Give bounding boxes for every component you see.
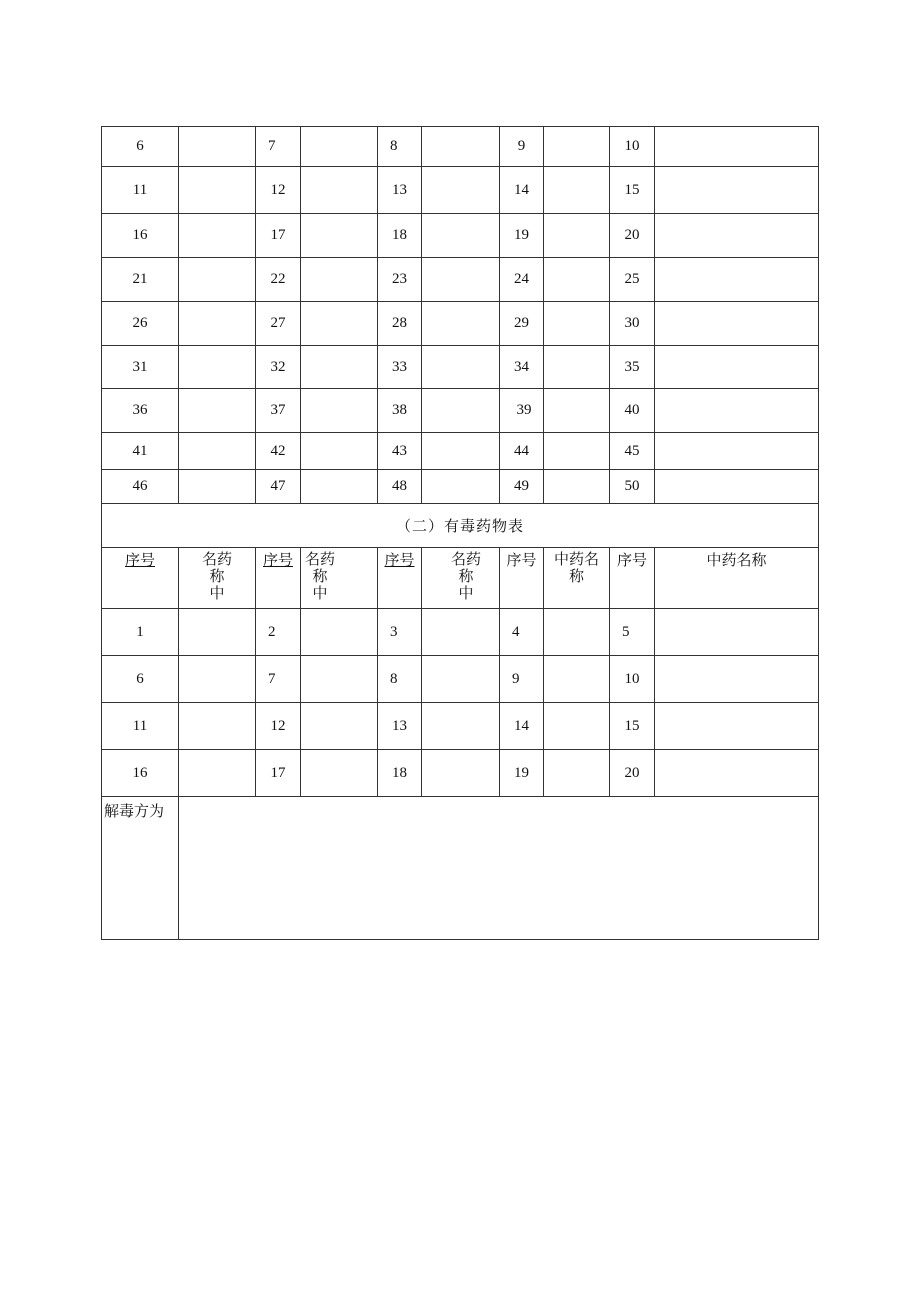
seq-cell: 7 bbox=[256, 127, 301, 167]
seq-cell: 43 bbox=[378, 433, 422, 470]
name-cell[interactable] bbox=[179, 127, 256, 167]
name-cell[interactable] bbox=[544, 703, 610, 750]
section-title-row bbox=[102, 504, 819, 548]
name-cell[interactable] bbox=[655, 389, 819, 433]
seq-cell: 15 bbox=[610, 703, 655, 750]
name-header-line2: 称 bbox=[209, 567, 225, 585]
seq-cell: 39 bbox=[500, 389, 544, 433]
table-row bbox=[102, 258, 819, 302]
name-header-line2: 称 bbox=[568, 567, 584, 585]
name-cell[interactable] bbox=[422, 127, 500, 167]
seq-cell: 32 bbox=[256, 346, 301, 389]
name-cell[interactable] bbox=[301, 302, 378, 346]
seq-cell: 30 bbox=[610, 302, 655, 346]
name-cell[interactable] bbox=[422, 346, 500, 389]
seq-header bbox=[256, 548, 301, 609]
name-cell[interactable] bbox=[179, 167, 256, 214]
name-header-line3: 中 bbox=[458, 584, 474, 602]
seq-cell: 11 bbox=[102, 167, 179, 214]
name-cell[interactable] bbox=[655, 703, 819, 750]
seq-header bbox=[500, 548, 544, 609]
name-cell[interactable] bbox=[544, 346, 610, 389]
name-cell[interactable] bbox=[655, 470, 819, 504]
name-header-line1: 名药 bbox=[305, 550, 336, 568]
name-cell[interactable] bbox=[655, 167, 819, 214]
seq-cell: 29 bbox=[500, 302, 544, 346]
seq-cell: 10 bbox=[610, 127, 655, 167]
seq-cell: 8 bbox=[378, 656, 422, 703]
seq-cell: 16 bbox=[102, 750, 179, 797]
seq-cell: 38 bbox=[378, 389, 422, 433]
table-row bbox=[102, 302, 819, 346]
seq-cell: 17 bbox=[256, 214, 301, 258]
name-cell[interactable] bbox=[179, 214, 256, 258]
name-cell[interactable] bbox=[179, 258, 256, 302]
seq-cell: 9 bbox=[500, 127, 544, 167]
table-row bbox=[102, 127, 819, 167]
name-cell[interactable] bbox=[301, 703, 378, 750]
seq-cell: 13 bbox=[378, 703, 422, 750]
name-cell[interactable] bbox=[655, 258, 819, 302]
name-cell[interactable] bbox=[655, 346, 819, 389]
seq-cell: 37 bbox=[256, 389, 301, 433]
seq-cell: 44 bbox=[500, 433, 544, 470]
seq-cell: 6 bbox=[102, 127, 179, 167]
table-row bbox=[102, 389, 819, 433]
table-row bbox=[102, 609, 819, 656]
name-cell[interactable] bbox=[179, 609, 256, 656]
seq-cell: 20 bbox=[610, 750, 655, 797]
name-cell[interactable] bbox=[301, 656, 378, 703]
name-cell[interactable] bbox=[544, 389, 610, 433]
name-cell[interactable] bbox=[301, 750, 378, 797]
seq-cell: 24 bbox=[500, 258, 544, 302]
seq-cell: 28 bbox=[378, 302, 422, 346]
seq-cell: 6 bbox=[102, 656, 179, 703]
seq-cell: 20 bbox=[610, 214, 655, 258]
name-cell[interactable] bbox=[422, 302, 500, 346]
seq-cell: 36 bbox=[102, 389, 179, 433]
header-row bbox=[102, 548, 819, 609]
seq-header bbox=[102, 548, 179, 609]
seq-cell: 7 bbox=[256, 656, 301, 703]
name-cell[interactable] bbox=[422, 167, 500, 214]
name-cell[interactable] bbox=[544, 258, 610, 302]
table-row bbox=[102, 214, 819, 258]
seq-cell: 19 bbox=[500, 214, 544, 258]
name-cell[interactable] bbox=[544, 433, 610, 470]
name-cell[interactable] bbox=[422, 750, 500, 797]
name-cell[interactable] bbox=[422, 703, 500, 750]
seq-cell: 49 bbox=[500, 470, 544, 504]
seq-cell: 13 bbox=[378, 167, 422, 214]
seq-cell: 5 bbox=[610, 609, 655, 656]
section-title: （二）有毒药物表 bbox=[102, 504, 819, 548]
seq-cell: 46 bbox=[102, 470, 179, 504]
name-header-line1: 中药名 bbox=[553, 550, 599, 568]
name-cell[interactable] bbox=[544, 302, 610, 346]
name-cell[interactable] bbox=[179, 656, 256, 703]
drug-table bbox=[101, 126, 819, 940]
table-row bbox=[102, 433, 819, 470]
name-cell[interactable] bbox=[655, 127, 819, 167]
name-header bbox=[301, 548, 378, 609]
name-cell[interactable] bbox=[655, 214, 819, 258]
name-cell[interactable] bbox=[179, 470, 256, 504]
table-row bbox=[102, 656, 819, 703]
name-header-line2: 称 bbox=[312, 567, 328, 585]
name-cell[interactable] bbox=[655, 656, 819, 703]
seq-cell: 19 bbox=[500, 750, 544, 797]
name-cell[interactable] bbox=[422, 214, 500, 258]
seq-cell: 34 bbox=[500, 346, 544, 389]
name-cell[interactable] bbox=[544, 609, 610, 656]
seq-cell: 22 bbox=[256, 258, 301, 302]
name-cell[interactable] bbox=[179, 302, 256, 346]
table-row bbox=[102, 470, 819, 504]
table-row bbox=[102, 167, 819, 214]
seq-header-label: 序号 bbox=[616, 551, 647, 569]
seq-cell: 1 bbox=[102, 609, 179, 656]
seq-cell: 27 bbox=[256, 302, 301, 346]
name-cell[interactable] bbox=[422, 258, 500, 302]
seq-header-label: 序号 bbox=[124, 551, 155, 569]
seq-cell: 15 bbox=[610, 167, 655, 214]
name-header-line1: 名药 bbox=[450, 550, 481, 568]
name-cell[interactable] bbox=[544, 214, 610, 258]
name-cell[interactable] bbox=[544, 127, 610, 167]
seq-cell: 33 bbox=[378, 346, 422, 389]
seq-cell: 14 bbox=[500, 703, 544, 750]
seq-cell: 17 bbox=[256, 750, 301, 797]
name-header bbox=[655, 548, 819, 609]
name-header-line2: 称 bbox=[458, 567, 474, 585]
seq-cell: 21 bbox=[102, 258, 179, 302]
seq-header bbox=[378, 548, 422, 609]
name-cell[interactable] bbox=[422, 656, 500, 703]
name-cell[interactable] bbox=[301, 609, 378, 656]
table-row bbox=[102, 750, 819, 797]
name-cell[interactable] bbox=[179, 389, 256, 433]
seq-cell: 47 bbox=[256, 470, 301, 504]
antidote-row bbox=[102, 797, 819, 940]
seq-cell: 14 bbox=[500, 167, 544, 214]
name-header bbox=[179, 548, 256, 609]
seq-cell: 4 bbox=[500, 609, 544, 656]
name-cell[interactable] bbox=[301, 127, 378, 167]
name-cell[interactable] bbox=[655, 433, 819, 470]
seq-cell: 18 bbox=[378, 214, 422, 258]
name-cell[interactable] bbox=[422, 433, 500, 470]
seq-header bbox=[610, 548, 655, 609]
seq-cell: 18 bbox=[378, 750, 422, 797]
seq-cell: 48 bbox=[378, 470, 422, 504]
seq-cell: 26 bbox=[102, 302, 179, 346]
seq-header-label: 序号 bbox=[262, 551, 293, 569]
name-header bbox=[422, 548, 500, 609]
name-cell[interactable] bbox=[179, 346, 256, 389]
name-header-line1: 名药 bbox=[201, 550, 232, 568]
seq-cell: 11 bbox=[102, 703, 179, 750]
name-header-label: 中药名称 bbox=[706, 551, 767, 569]
seq-cell: 31 bbox=[102, 346, 179, 389]
seq-header-label: 序号 bbox=[506, 551, 537, 569]
antidote-field[interactable] bbox=[179, 797, 819, 940]
name-cell[interactable] bbox=[301, 346, 378, 389]
name-cell[interactable] bbox=[655, 609, 819, 656]
name-cell[interactable] bbox=[422, 389, 500, 433]
seq-cell: 8 bbox=[378, 127, 422, 167]
seq-cell: 50 bbox=[610, 470, 655, 504]
name-cell[interactable] bbox=[544, 470, 610, 504]
seq-cell: 12 bbox=[256, 703, 301, 750]
seq-header-label: 序号 bbox=[384, 551, 415, 569]
table-row bbox=[102, 703, 819, 750]
seq-cell: 9 bbox=[500, 656, 544, 703]
name-cell[interactable] bbox=[301, 470, 378, 504]
seq-cell: 40 bbox=[610, 389, 655, 433]
name-header bbox=[544, 548, 610, 609]
name-cell[interactable] bbox=[544, 656, 610, 703]
seq-cell: 41 bbox=[102, 433, 179, 470]
seq-cell: 45 bbox=[610, 433, 655, 470]
name-cell[interactable] bbox=[301, 433, 378, 470]
name-header-line3: 中 bbox=[209, 584, 225, 602]
name-cell[interactable] bbox=[422, 609, 500, 656]
name-cell[interactable] bbox=[301, 167, 378, 214]
name-cell[interactable] bbox=[301, 258, 378, 302]
name-cell[interactable] bbox=[301, 214, 378, 258]
seq-cell: 25 bbox=[610, 258, 655, 302]
seq-cell: 3 bbox=[378, 609, 422, 656]
name-cell[interactable] bbox=[544, 167, 610, 214]
seq-cell: 42 bbox=[256, 433, 301, 470]
name-cell[interactable] bbox=[301, 389, 378, 433]
seq-cell: 2 bbox=[256, 609, 301, 656]
name-cell[interactable] bbox=[655, 750, 819, 797]
seq-cell: 23 bbox=[378, 258, 422, 302]
name-cell[interactable] bbox=[179, 703, 256, 750]
seq-cell: 16 bbox=[102, 214, 179, 258]
name-header-line3: 中 bbox=[312, 584, 328, 602]
name-cell[interactable] bbox=[544, 750, 610, 797]
seq-cell: 35 bbox=[610, 346, 655, 389]
seq-cell: 10 bbox=[610, 656, 655, 703]
antidote-label: 解毒方为 bbox=[102, 797, 179, 940]
seq-cell: 12 bbox=[256, 167, 301, 214]
name-cell[interactable] bbox=[179, 750, 256, 797]
name-cell[interactable] bbox=[422, 470, 500, 504]
name-cell[interactable] bbox=[655, 302, 819, 346]
name-cell[interactable] bbox=[179, 433, 256, 470]
table-row bbox=[102, 346, 819, 389]
